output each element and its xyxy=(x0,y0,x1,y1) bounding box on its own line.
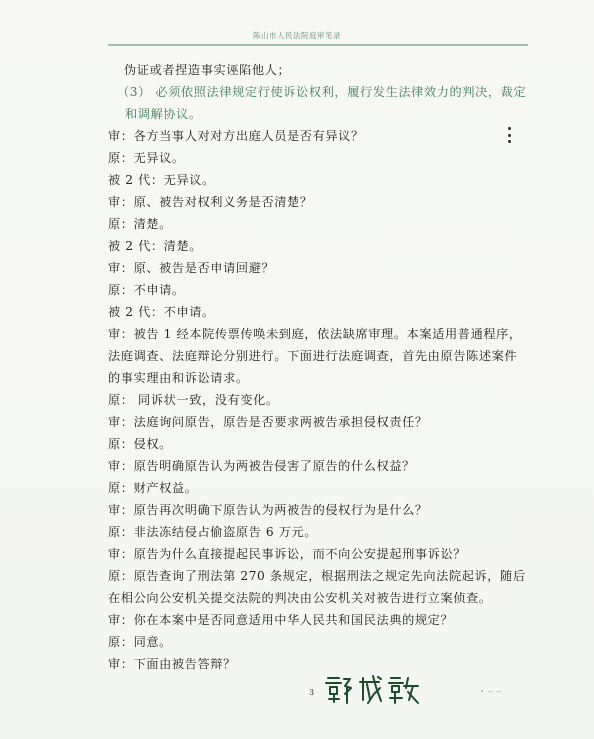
body-line-25: 在相公向公安机关提交法院的判决由公安机关对被告进行立案侦查。 xyxy=(108,591,492,605)
body-line-23: 审：原告为什么直接提起民事诉讼，而不向公安提起刑事诉讼？ xyxy=(108,547,467,561)
body-line-24: 原：原告查询了刑法第 270 条规定，根据刑法之规定先向法院起诉，随后 xyxy=(108,569,526,583)
document-header-title: 陈山市人民法院庭审笔录 xyxy=(253,31,341,40)
body-line-27: 原：同意。 xyxy=(108,635,172,649)
body-line-3: 和调解协议。 xyxy=(125,107,202,121)
body-line-28: 审：下面由被告答辩？ xyxy=(108,657,236,671)
body-line-17: 审：法庭询问原告，原告是否要求两被告承担侵权责任？ xyxy=(108,415,428,429)
scan-dot-mark xyxy=(508,127,511,143)
body-line-15: 的事实理由和诉讼请求。 xyxy=(108,371,249,385)
body-line-19: 审：原告明确原告认为两被告侵害了原告的什么权益？ xyxy=(108,459,415,473)
body-line-8: 原：清楚。 xyxy=(108,217,172,231)
page-number: 3 xyxy=(309,688,315,697)
body-line-18: 原：侵权。 xyxy=(108,437,172,451)
bottom-scan-mark: • ─ ─ xyxy=(480,688,503,696)
body-line-22: 原：非法冻结侵占偷盗原告 6 万元。 xyxy=(108,525,318,539)
handwritten-signature xyxy=(320,670,430,708)
body-line-11: 原：不申请。 xyxy=(108,283,185,297)
body-line-14: 法庭调查、法庭辩论分别进行。下面进行法庭调查，首先由原告陈述案件 xyxy=(108,349,518,363)
body-line-20: 原：财产权益。 xyxy=(108,481,198,495)
body-line-26: 审：你在本案中是否同意适用中华人民共和国民法典的规定？ xyxy=(108,613,454,627)
header-rule xyxy=(108,44,528,46)
body-line-5: 原：无异议。 xyxy=(108,151,185,165)
body-line-9: 被 2 代：清楚。 xyxy=(108,239,203,253)
body-line-16: 原： 同诉状一致，没有变化。 xyxy=(108,393,279,407)
body-line-2: （3） 必须依照法律规定行使诉讼权利，履行发生法律效力的判决，裁定 xyxy=(117,85,527,99)
body-line-6: 被 2 代：无异议。 xyxy=(108,173,215,187)
body-line-13: 审：被告 1 经本院传票传唤未到庭，依法缺席审理。本案适用普通程序， xyxy=(108,327,522,341)
body-line-1: 伪证或者捏造事实诬陷他人； xyxy=(124,63,291,77)
body-line-12: 被 2 代：不申请。 xyxy=(108,305,215,319)
body-line-7: 审：原、被告对权利义务是否清楚？ xyxy=(108,195,313,209)
body-line-10: 审：原、被告是否申请回避？ xyxy=(108,261,275,275)
body-line-21: 审：原告再次明确下原告认为两被告的侵权行为是什么？ xyxy=(108,503,428,517)
body-line-4: 审：各方当事人对对方出庭人员是否有异议？ xyxy=(108,129,364,143)
